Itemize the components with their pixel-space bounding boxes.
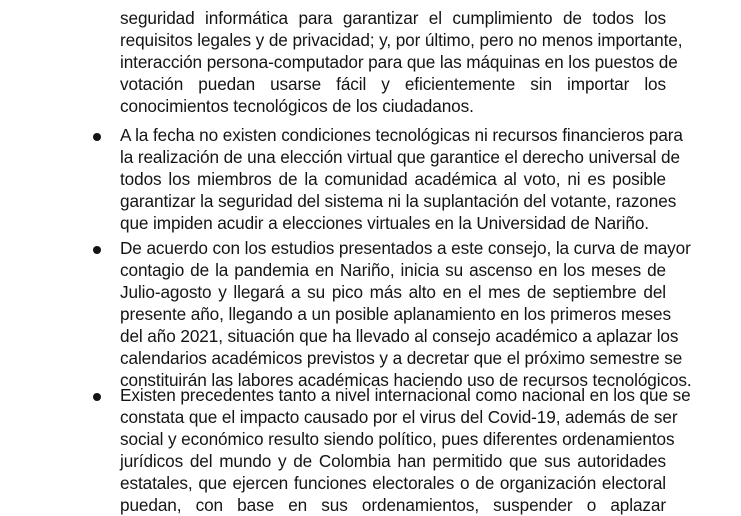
text-line: constituirán las labores académicas haciendo uso de recursos tecnológicos. (120, 370, 692, 390)
text-line: conocimientos tecnológicos de los ciudadanos. (120, 96, 474, 116)
text-line: constata que el impacto causado por el virus del Covid-19, además de ser (120, 407, 678, 427)
text-line: del año 2021, situación que ha llevado al consejo académico a aplazar los (120, 326, 679, 346)
text-line: De acuerdo con los estudios presentados a este consejo, la curva de mayor (120, 238, 691, 258)
text-line: interacción persona-computador para que las máquinas en los puestos de (120, 52, 678, 72)
bullet-dot-icon (93, 246, 101, 254)
text-line: A la fecha no existen condiciones tecnológicas ni recursos financieros para (120, 125, 683, 145)
bullet-dot-icon (93, 393, 101, 401)
text-line: contagio de la pandemia en Nariño, inicia su ascenso en los meses de (120, 260, 666, 280)
text-line: puedan, con base en sus ordenamientos, suspender o aplazar (120, 495, 666, 515)
text-line: que impiden acudir a elecciones virtuales en la Universidad de Nariño. (120, 213, 649, 233)
text-line: presente año, llegando a un posible aplanamiento en los primeros meses (120, 304, 671, 324)
text-line: requisitos legales y de privacidad; y, por último, pero no menos importante, (120, 30, 683, 50)
text-line: seguridad informática para garantizar el cumplimiento de todos los (120, 8, 666, 28)
text-line: jurídicos del mundo y de Colombia han permitido que sus autoridades (120, 451, 666, 471)
text-line: la realización de una elección virtual que garantice el derecho universal de (120, 147, 680, 167)
text-line: Julio-agosto y llegará a su pico más alto en el mes de septiembre del (120, 282, 666, 302)
text-line: garantizar la seguridad del sistema ni la suplantación del votante, razones (120, 191, 677, 211)
text-line: Existen precedentes tanto a nivel internacional como nacional en los que se (120, 385, 691, 405)
bullet-dot-icon (93, 133, 101, 141)
text-line: calendarios académicos previstos y a decretar que el próximo semestre se (120, 348, 683, 368)
text-line: estatales, que ejercen funciones electorales o de organización electoral (120, 473, 666, 493)
text-line: votación puedan usarse fácil y eficientemente sin importar los (120, 74, 666, 94)
text-line: todos los miembros de la comunidad académica al voto, ni es posible (120, 169, 666, 189)
text-line: social y económico resulto siendo político, pues diferentes ordenamientos (120, 429, 675, 449)
